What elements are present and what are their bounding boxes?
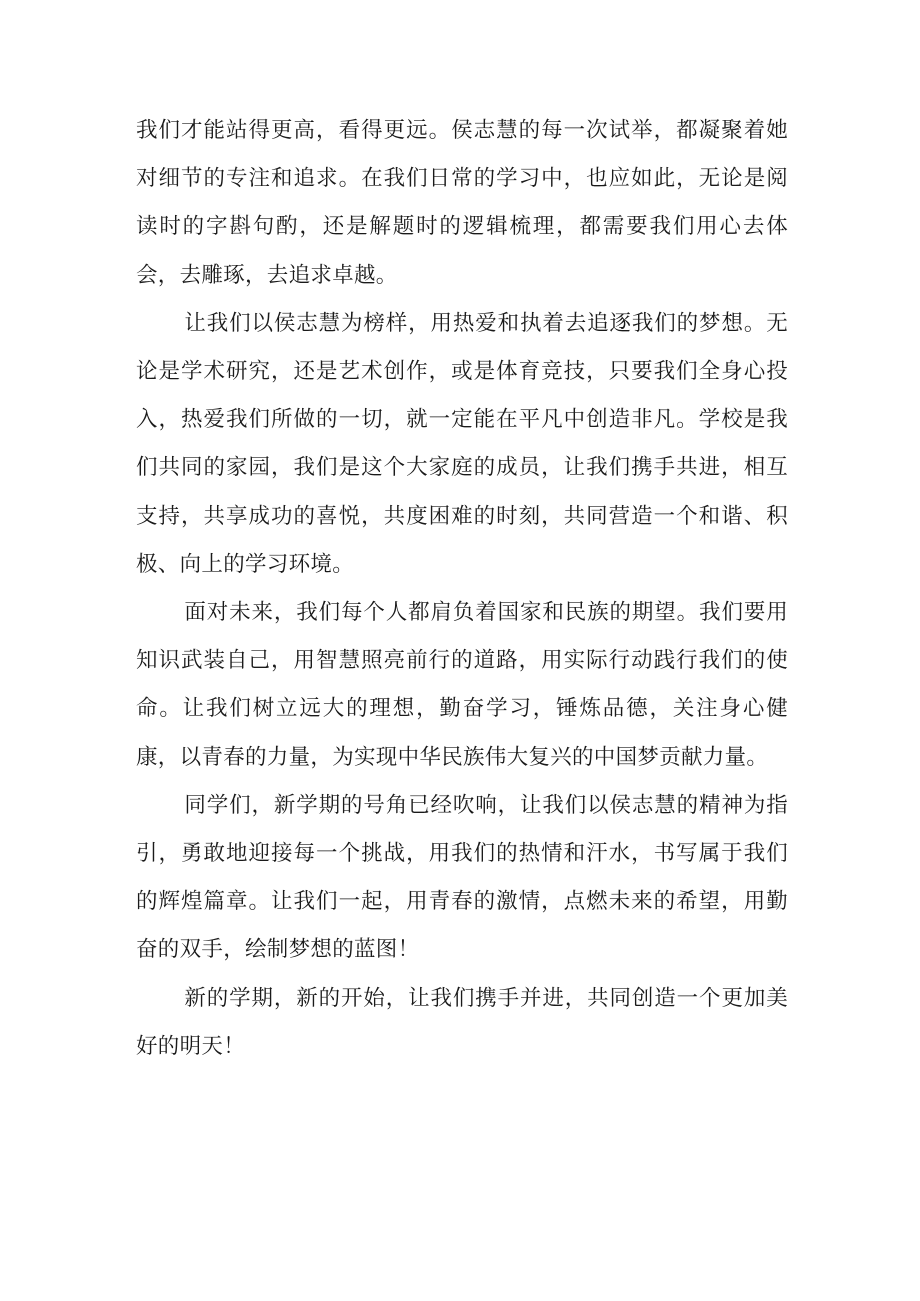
paragraph-4: 同学们，新学期的号角已经吹响，让我们以侯志慧的精神为指引，勇敢地迎接每一个挑战，用我们的热情和汗水，书写属于我们的辉煌篇章。让我们一起，用青春的激情，点燃未来的希望，用勤奋的双手，绘制梦想的蓝图！ bbox=[136, 792, 788, 963]
paragraph-2: 让我们以侯志慧为榜样，用热爱和执着去追逐我们的梦想。无论是学术研究，还是艺术创作，或是体育竞技，只要我们全身心投入，热爱我们所做的一切，就一定能在平凡中创造非凡。学校是我们共同的家园，我们是这个大家庭的成员，让我们携手共进，相互支持，共享成功的喜悦，共度困难的时刻，共同营造一个和谐、积极、向上的学习环境。 bbox=[136, 310, 788, 577]
paragraph-5: 新的学期，新的开始，让我们携手并进，共同创造一个更加美好的明天！ bbox=[136, 985, 788, 1059]
paragraph-3: 面对未来，我们每个人都肩负着国家和民族的期望。我们要用知识武装自己，用智慧照亮前行的道路，用实际行动践行我们的使命。让我们树立远大的理想，勤奋学习，锤炼品德，关注身心健康，以青春的力量，为实现中华民族伟大复兴的中国梦贡献力量。 bbox=[136, 600, 788, 770]
document-body bbox=[136, 107, 788, 1071]
paragraph-1: 我们才能站得更高，看得更远。侯志慧的每一次试举，都凝聚着她对细节的专注和追求。在我们日常的学习中，也应如此，无论是阅读时的字斟句酌，还是解题时的逻辑梳理，都需要我们用心去体会，去雕琢，去追求卓越。 bbox=[136, 118, 788, 288]
